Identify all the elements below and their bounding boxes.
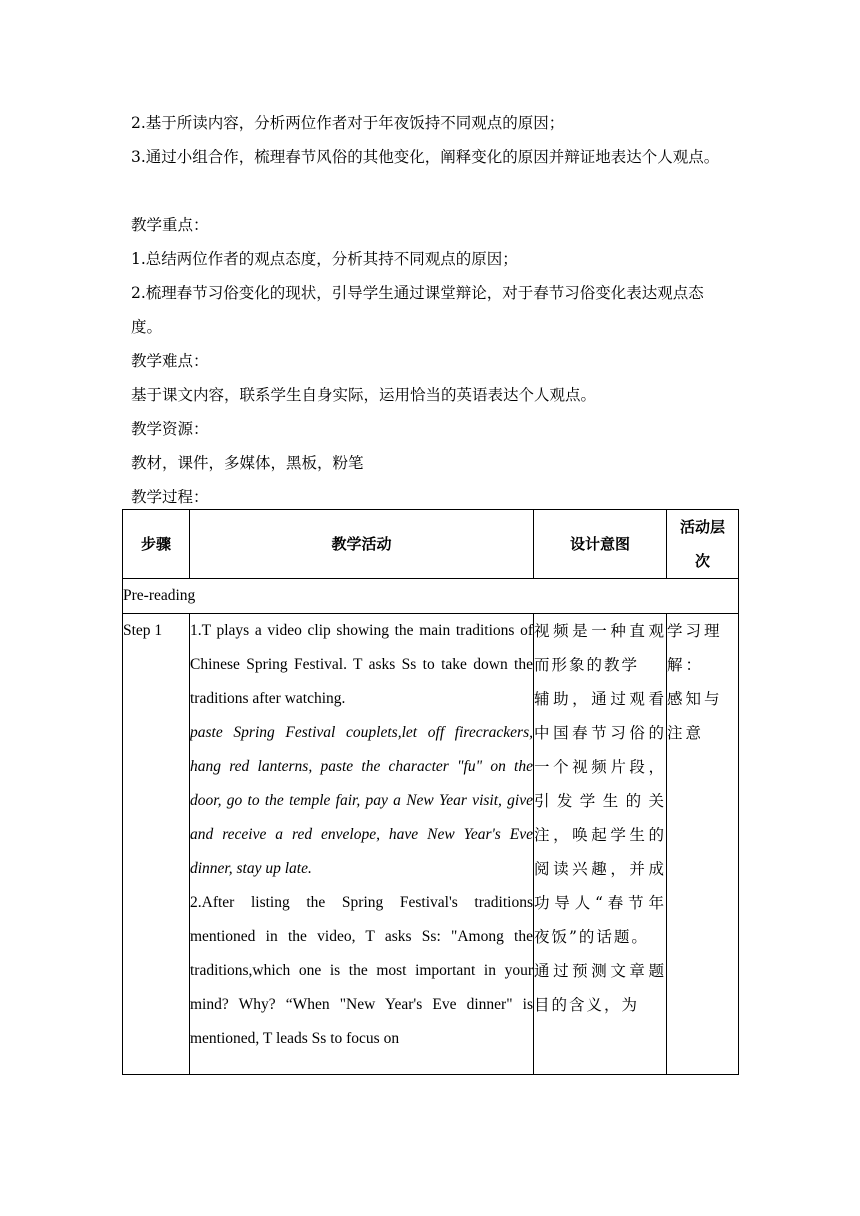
resources-heading: 教学资源： <box>131 420 209 438</box>
design-text-3: 通过预测文章题目的含义，为 <box>534 962 666 1014</box>
design-text-1: 视频是一种直观而形象的教学 <box>534 622 666 674</box>
resources-text: 教材，课件，多媒体，黑板，粉笔 <box>131 454 364 472</box>
level-text-2: 感知与注意 <box>667 690 723 742</box>
process-heading: 教学过程： <box>131 488 209 506</box>
step-cell: Step 1 <box>123 614 190 1075</box>
level-text-1: 学习理解： <box>667 622 723 674</box>
section-pre-reading: Pre-reading <box>123 579 739 614</box>
design-cell <box>534 614 667 1075</box>
header-activity: 教学活动 <box>190 510 534 579</box>
teaching-process-table <box>122 509 739 1075</box>
table-row <box>123 614 739 1075</box>
header-step: 步骤 <box>123 510 190 579</box>
key-point-2: 2.梳理春节习俗变化的现状，引导学生通过课堂辩论，对于春节习俗变化表达观点态度。 <box>131 284 704 336</box>
objective-2: 2.基于所读内容，分析两位作者对于年夜饭持不同观点的原因； <box>131 114 565 132</box>
header-level: 活动层次 <box>667 510 739 579</box>
header-design: 设计意图 <box>534 510 667 579</box>
difficulties-heading: 教学难点： <box>131 352 209 370</box>
activity-cell <box>190 614 534 1075</box>
key-point-1: 1.总结两位作者的观点态度，分析其持不同观点的原因； <box>131 250 518 268</box>
key-points-heading: 教学重点： <box>131 216 209 234</box>
activity-text-1: 1.T plays a video clip showing the main traditions of Chinese Spring Festival. T asks Ss to take down the traditions after watching. <box>190 622 533 707</box>
design-text-2: 辅助，通过观看中国春节习俗的一个视频片段，引发学生的关注，唤起学生的阅读兴趣，并成功导人“春节年夜饭”的话题。 <box>534 690 666 946</box>
activity-traditions-list: paste Spring Festival couplets,let off firecrackers, hang red lanterns, paste the character "fu" on the door, go to the temple fair, pay a New Year visit, give and receive a red envelope, have New Year's Eve dinner, stay up late. <box>190 724 533 877</box>
difficulty-text: 基于课文内容，联系学生自身实际，运用恰当的英语表达个人观点。 <box>131 386 597 404</box>
activity-text-2: 2.After listing the Spring Festival's traditions mentioned in the video, T asks Ss: "Among the traditions,which one is the most important in your mind? Why? “When "New Year's Eve dinner" is mentioned, T leads Ss to focus on <box>190 894 533 1047</box>
section-row <box>123 579 739 614</box>
objective-3: 3.通过小组合作，梳理春节风俗的其他变化，阐释变化的原因并辩证地表达个人观点。 <box>131 148 720 166</box>
level-cell <box>667 614 739 1075</box>
table-header-row <box>123 510 739 579</box>
